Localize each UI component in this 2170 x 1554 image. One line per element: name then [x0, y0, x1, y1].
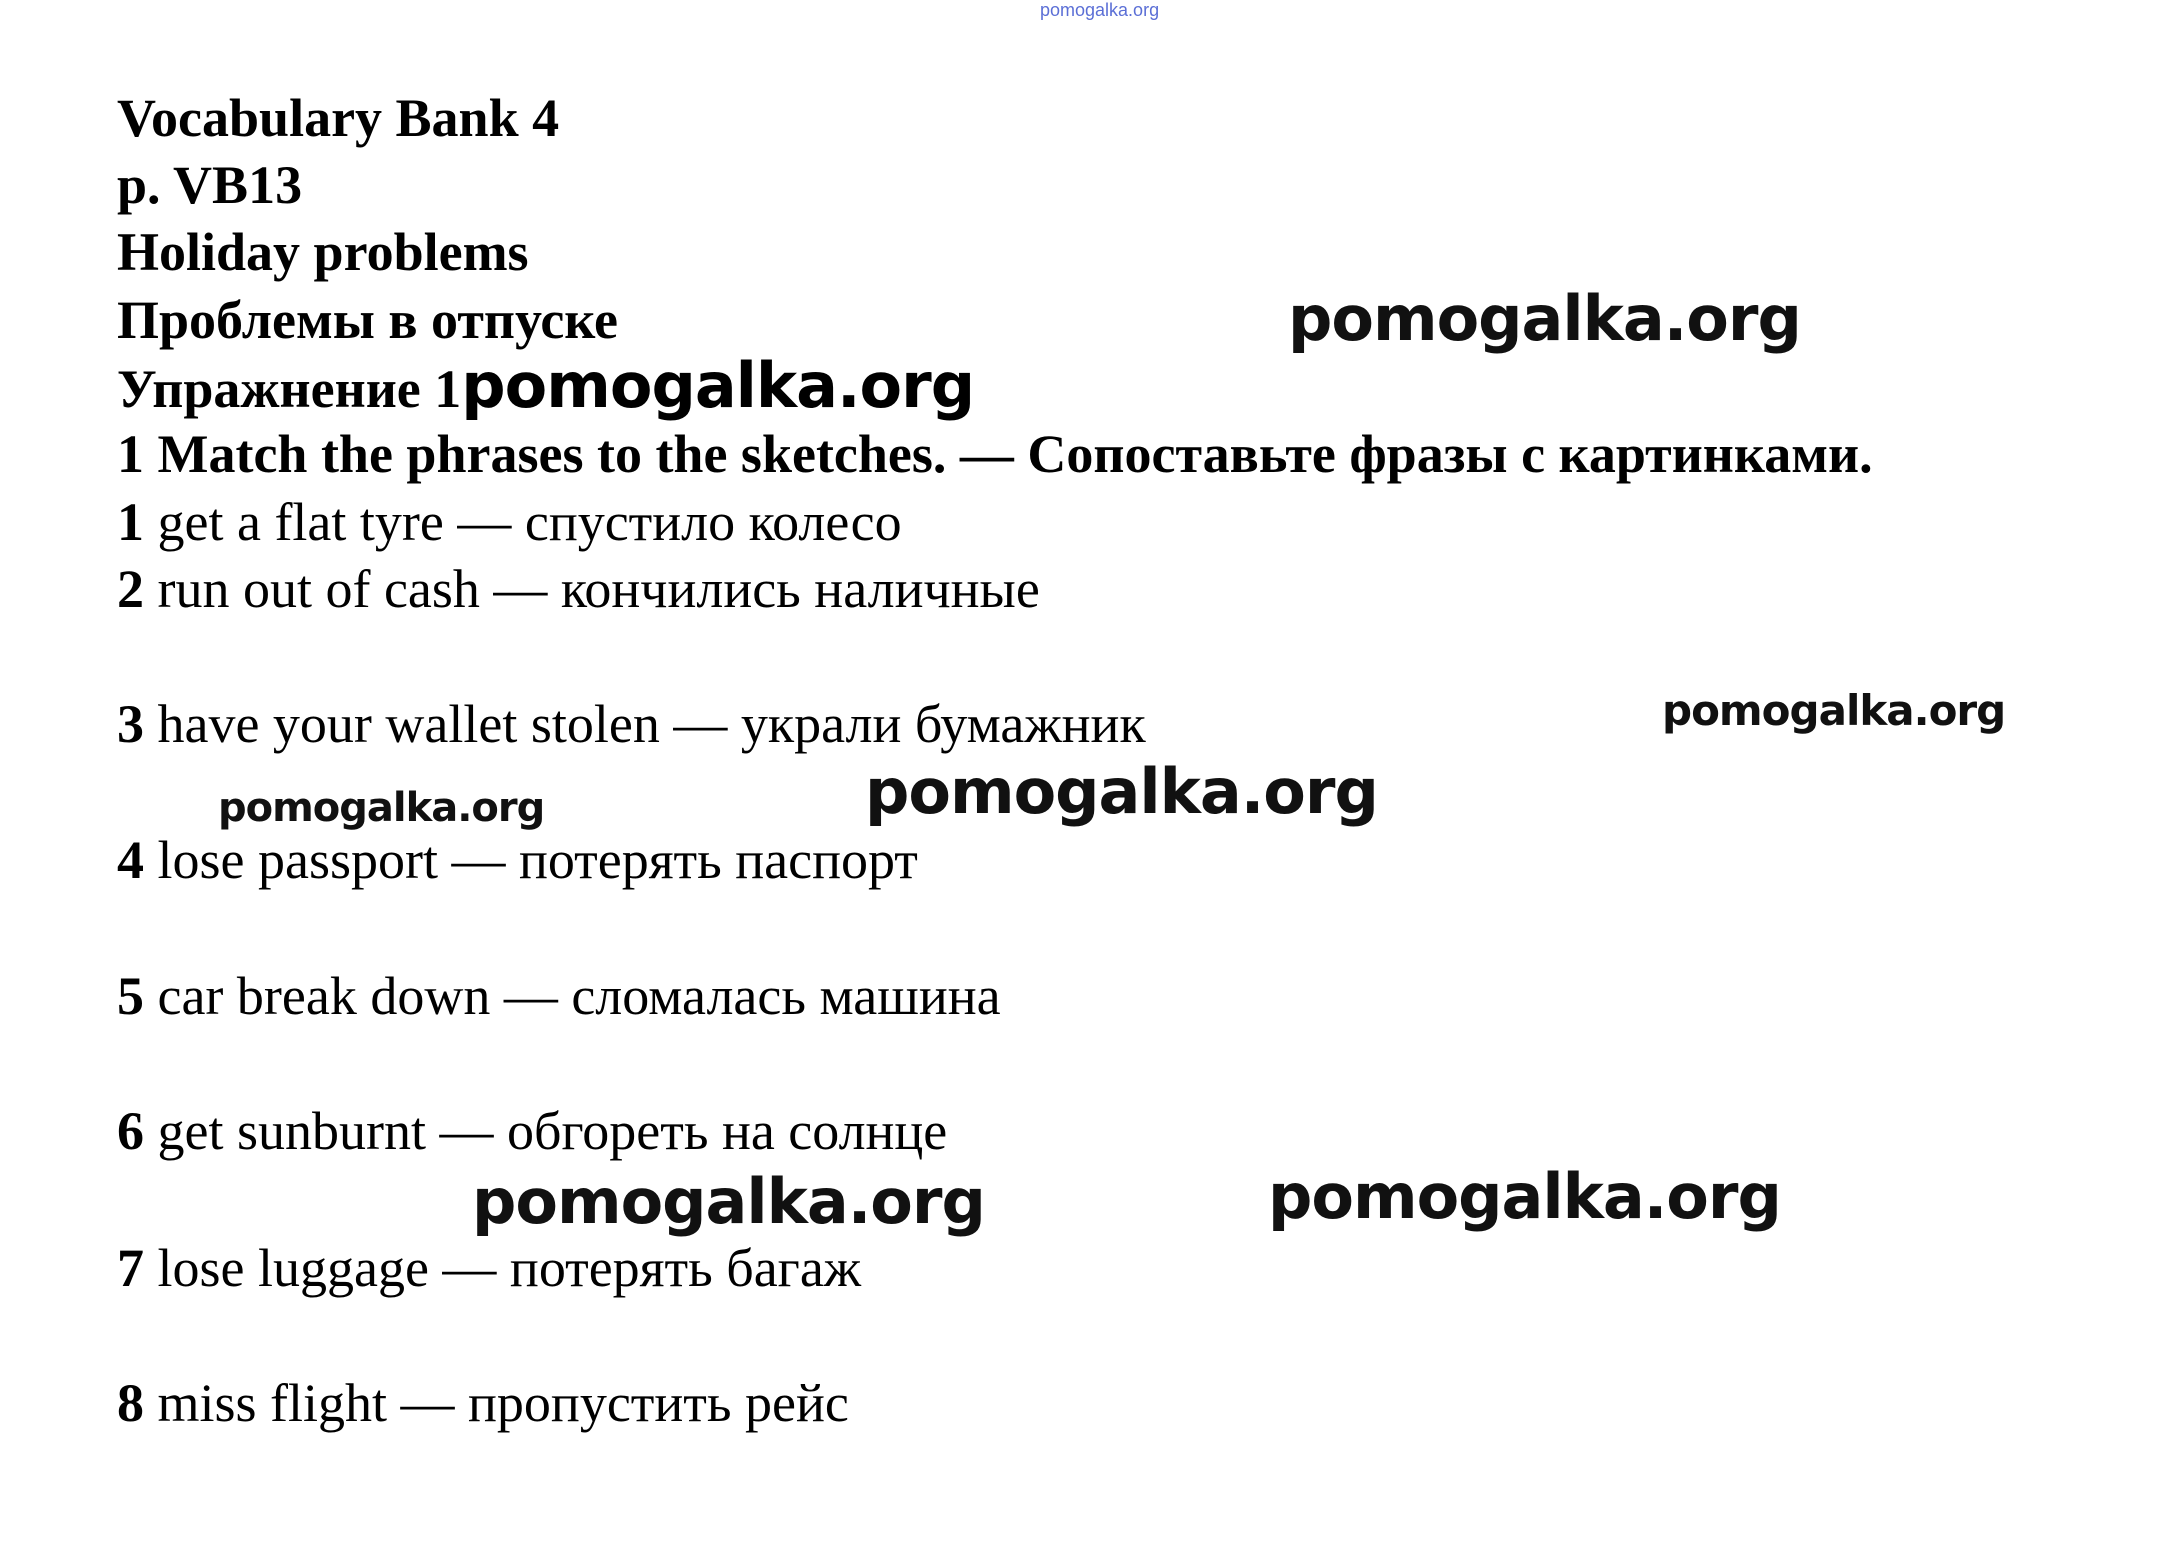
list-item [117, 966, 1001, 1026]
exercise-watermark: pomogalka.org [461, 349, 975, 422]
item-number: 2 [117, 559, 144, 619]
topic-russian: Проблемы в отпуске [117, 290, 619, 350]
item-text: run out of cash — кончились наличные [157, 559, 1040, 619]
item-text: have your wallet stolen — украли бумажник [157, 694, 1146, 754]
item-number: 4 [117, 830, 144, 890]
topic-english: Holiday problems [117, 222, 529, 282]
task-instruction: 1 Match the phrases to the sketches. — Сопоставьте фразы с картинками. [117, 424, 1873, 484]
item-number: 7 [117, 1238, 144, 1298]
list-item [117, 1101, 947, 1161]
list-item [117, 694, 1146, 754]
page-title: Vocabulary Bank 4 [117, 88, 560, 148]
watermark: pomogalka.org [218, 785, 545, 831]
list-item [117, 559, 1040, 619]
item-text: lose luggage — потерять багаж [157, 1238, 862, 1298]
item-text: get a flat tyre — спустило колесо [157, 492, 902, 552]
item-number: 1 [117, 492, 144, 552]
watermark: pomogalka.org [1268, 1160, 1781, 1233]
item-number: 6 [117, 1101, 144, 1161]
item-number: 8 [117, 1373, 144, 1433]
list-item [117, 492, 902, 552]
item-number: 3 [117, 694, 144, 754]
watermark: pomogalka.org [865, 755, 1378, 828]
list-item [117, 1373, 849, 1433]
exercise-label: Упражнение 1 [117, 359, 462, 419]
item-text: car break down — сломалась машина [157, 966, 1001, 1026]
watermark: pomogalka.org [1662, 686, 2006, 735]
top-watermark: pomogalka.org [1040, 0, 1160, 20]
item-number: 5 [117, 966, 144, 1026]
item-text: miss flight — пропустить рейс [157, 1373, 849, 1433]
item-text: lose passport — потерять паспорт [157, 830, 918, 890]
list-item [117, 1238, 861, 1298]
watermark: pomogalka.org [472, 1165, 985, 1238]
list-item [117, 830, 918, 890]
watermark: pomogalka.org [1288, 282, 1801, 355]
exercise-heading [117, 349, 975, 422]
item-text: get sunburnt — обгореть на солнце [157, 1101, 948, 1161]
page-reference: p. VB13 [117, 155, 303, 215]
